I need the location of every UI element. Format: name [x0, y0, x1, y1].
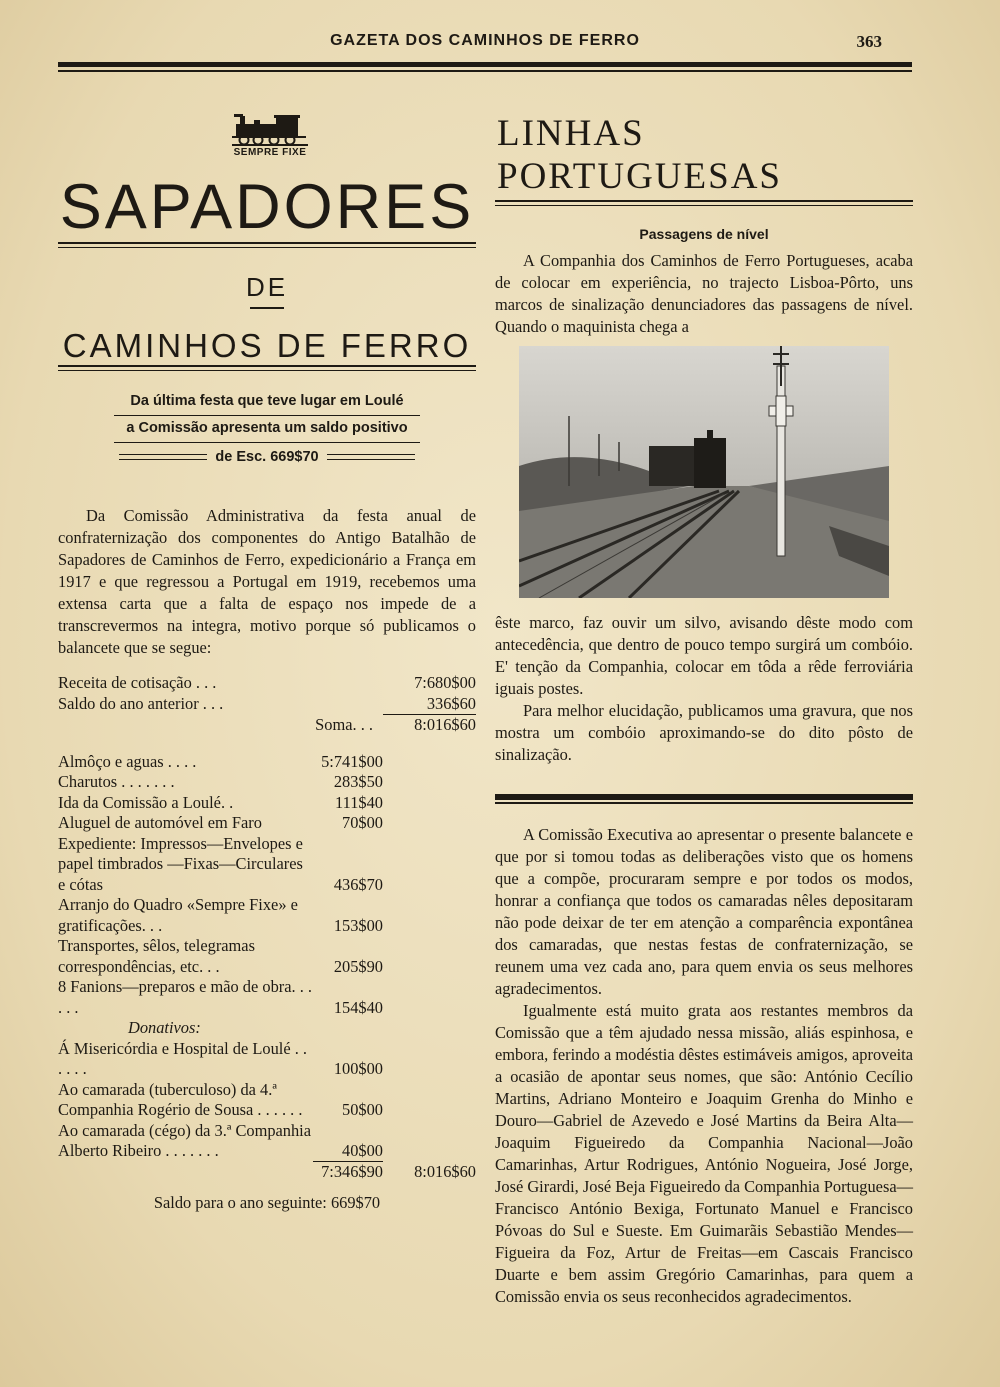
expense-amount: 154$40	[333, 997, 383, 1017]
donation-amount: 100$00	[333, 1059, 383, 1078]
expense-row	[58, 752, 476, 773]
deck-line-3: de Esc. 669$70	[215, 449, 319, 465]
article-kicker: Passagens de nível	[639, 226, 769, 242]
expense-amount: 153$00	[333, 915, 383, 935]
donation-label: Ao camarada (tuberculoso) da 4.ª Companhia Rogério de Sousa . . . . . .	[58, 1079, 303, 1119]
article-intro: Da Comissão Administrativa da festa anual de confraternização dos componentes do Antigo Batalhão de Sapadores de Caminhos de Ferro, expedicionário a França em 1917 e que regressou a Portugal em 1919, recebemos uma extensa carta que a falta de espaço nos impede de a transcrevermos na integra, motivo porque só publicamos o balancete que se segue:	[58, 506, 476, 657]
deck-ornament-left	[119, 454, 207, 460]
article-paragraph-1: A Companhia dos Caminhos de Ferro Portugueses, acaba de colocar em experiência, no trajecto Lisboa-Pôrto, uns marcos de sinalização denunciadores das passagens de nível. Quando o maquinista chega a	[495, 251, 913, 336]
article-paragraph-2: Para melhor elucidação, publicamos uma gravura, que nos mostra um combóio aproximando-se do dito pôsto de sinalização.	[495, 701, 913, 764]
receipt-row	[58, 694, 476, 715]
donations-heading: Donativos:	[128, 1018, 201, 1037]
header-rule	[58, 62, 912, 72]
donation-row	[58, 1121, 476, 1162]
expense-row	[58, 793, 476, 814]
section-divider	[495, 794, 913, 804]
running-head	[58, 28, 912, 56]
expense-label: Expediente: Impressos—Envelopes e papel timbrados —Fixas—Circulares e cótas	[58, 833, 303, 894]
total-receipts: 8:016$60	[414, 1162, 476, 1181]
expense-amount: 111$40	[335, 792, 383, 812]
receipt-label: Receita de cotisação . . .	[58, 673, 217, 692]
deck-line-1: Da última festa que teve lugar em Loulé	[114, 389, 420, 416]
expense-label: Transportes, sêlos, telegramas correspondências, etc. . .	[58, 936, 255, 976]
expense-row	[58, 772, 476, 793]
expense-amount: 205$90	[333, 956, 383, 976]
title-rule	[58, 242, 476, 248]
donation-row	[58, 1039, 476, 1080]
expense-label: 8 Fanions—preparos e mão de obra. . . . . .	[58, 977, 312, 1017]
article-paragraph-3: A Comissão Executiva ao apresentar o presente balancete e que por si tomou todas as deliberações visto que os homens que a compõe, procuraram sempre e por todos os modos, honrar a confiança que todos os camaradas nêles depositaram não pode deixar de ter em atenção a comparência expontânea dos camaradas, que nestas festas de confraternização, se reunem uma vez cada ano, para quem envia os seus melhores agradecimentos.	[495, 825, 913, 998]
deck-line-2: a Comissão apresenta um saldo positivo	[114, 416, 420, 443]
sempre-fixe-logo	[230, 112, 310, 158]
article-title-de: DE	[245, 272, 289, 302]
expense-row	[58, 813, 476, 834]
locomotive-icon	[232, 112, 308, 146]
deck-line-3-wrap	[58, 449, 476, 465]
subtitle-rule	[58, 365, 476, 371]
right-column	[495, 112, 913, 1308]
expense-amount: 5:741$00	[321, 751, 383, 771]
expense-amount: 70$00	[342, 813, 383, 832]
balance-sheet	[58, 673, 476, 1183]
article-deck	[58, 389, 476, 465]
donation-label: Á Misericórdia e Hospital de Loulé . . . . . .	[58, 1038, 307, 1078]
publication-title: GAZETA DOS CAMINHOS DE FERRO	[330, 32, 640, 49]
expense-row	[58, 977, 476, 1018]
expense-amount: 436$70	[333, 874, 383, 894]
expense-label: Aluguel de automóvel em Faro	[58, 813, 262, 832]
article-title: SAPADORES	[59, 172, 475, 242]
receipt-amount: 336$60	[383, 694, 476, 715]
expense-row	[58, 895, 476, 936]
receipt-label: Saldo do ano anterior . . .	[58, 694, 224, 713]
total-expenses: 7:346$90	[321, 1162, 383, 1181]
receipt-row	[58, 673, 476, 694]
article-subtitle: CAMINHOS DE FERRO	[62, 327, 472, 364]
donation-amount: 50$00	[342, 1100, 383, 1119]
receipt-sum-row	[58, 715, 476, 736]
expense-label: Charutos . . . . . . .	[58, 772, 175, 791]
expense-label: Arranjo do Quadro «Sempre Fixe» e gratificações. . .	[58, 895, 298, 935]
train-photograph	[519, 346, 889, 598]
donation-amount: 40$00	[313, 1121, 383, 1162]
receipt-sum-label: Soma. . .	[315, 715, 373, 734]
article-paragraph-1-continued: êste marco, faz ouvir um silvo, avisando dêste modo com antecedência, que dentro de pouco tempo surgirá um combóio. E' tenção da Companhia, colocar em tôda a rêde ferroviária iguais postes.	[495, 613, 913, 698]
totals-row	[58, 1162, 476, 1183]
section-title: LINHAS PORTUGUESAS	[497, 113, 782, 197]
donation-row	[58, 1080, 476, 1121]
section-title-rule	[495, 200, 913, 206]
page-number: 363	[856, 32, 882, 51]
logo-caption: SEMPRE FIXE	[233, 147, 307, 158]
receipt-amount: 7:680$00	[414, 673, 476, 692]
expense-row	[58, 936, 476, 977]
donations-heading-row	[58, 1018, 476, 1039]
receipt-sum-amount: 8:016$60	[414, 715, 476, 734]
expense-label: Almôço e aguas . . . .	[58, 751, 197, 771]
expense-amount: 283$50	[333, 772, 383, 791]
deck-ornament-right	[327, 454, 415, 460]
expense-label: Ida da Comissão a Loulé. .	[58, 792, 234, 812]
closing-balance: Saldo para o ano seguinte: 669$70	[153, 1192, 381, 1212]
donation-label: Ao camarada (cégo) da 3.ª Companhia Alberto Ribeiro . . . . . . .	[58, 1120, 312, 1160]
left-column	[58, 112, 476, 1213]
expense-row	[58, 834, 476, 896]
train-photo-image	[519, 346, 889, 598]
article-paragraph-4: Igualmente está muito grata aos restantes membros da Comissão que a têm ajudado nessa missão, aliás espinhosa, e embora, ferindo a modéstia dêstes estimáveis amigos, aproveita a ocasião de apontar seus nomes, que são: António Cecílio Martins, Adriano Monteiro e Joaquim Grenha do Minho e Douro—Gabriel de Azevedo e José Martins da Beira Alta—Joaquim Figueiredo da Companhia Nacional—João Camarinhas, Artur Rodrigues, António Nogueira, José Jorge, José Girardi, José Beja Figueiredo da Companhia Portuguesa—Francisco António Bexiga, Fortunato Manuel e Francisco Póvoas do Sul e Sueste. Em Guimarãis Sebastião Mendes—Figueira da Foz, Artur de Freitas—em Cascais Francisco Duarte e bem assim Gregório Camarinhas, para quem a Comissão envia os seus reconhecidos agradecimentos.	[495, 1001, 913, 1306]
de-underline	[250, 307, 284, 309]
